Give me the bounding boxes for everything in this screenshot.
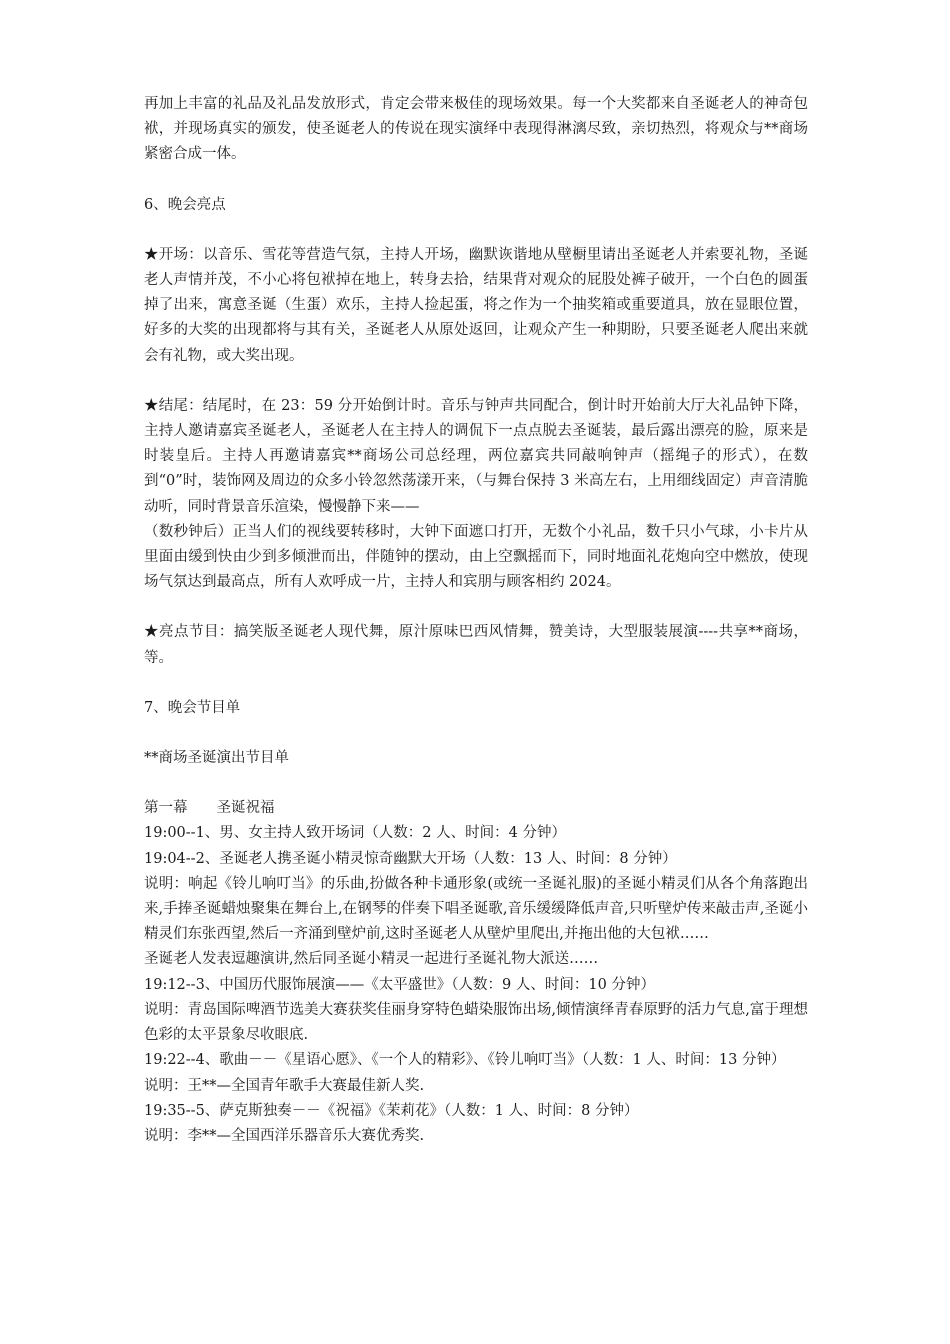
intro-paragraph: 再加上丰富的礼品及礼品发放形式，肯定会带来极佳的现场效果。每一个大奖都来自圣诞老人的神奇包袱，并现场真实的颁发，使圣诞老人的传说在现实演绎中表现得淋漓尽致，亲切热烈，将观众与**商场紧密合成一体。 bbox=[144, 96, 808, 163]
document-page bbox=[144, 92, 808, 1149]
program-line: 说明：王**—全国青年歌手大赛最佳新人奖. bbox=[144, 1077, 425, 1094]
program-line: 说明：青岛国际啤酒节选美大赛获奖佳丽身穿特色蜡染服饰出场,倾情演绎青春原野的活力气息,富于理想色彩的太平景象尽收眼底. bbox=[144, 1001, 808, 1044]
program-line: 19:12--3、中国历代服饰展演——《太平盛世》（人数：9 人、时间：10 分钟） bbox=[144, 976, 655, 993]
act-title: 第一幕 圣诞祝福 bbox=[144, 800, 275, 817]
program-line: 19:04--2、圣诞老人携圣诞小精灵惊奇幽默大开场（人数：13 人、时间：8 分钟） bbox=[144, 850, 677, 867]
ending-paragraph-continued: （数秒钟后）正当人们的视线要转移时，大钟下面遮口打开，无数个小礼品，数千只小气球，小卡片从里面由缓到快由少到多倾泄而出，伴随钟的摆动，由上空飘摇而下，同时地面礼花炮向空中燃放，使现场气氛达到最高点，所有人欢呼成一片，主持人和宾朋与顾客相约 2024。 bbox=[144, 523, 808, 591]
ending-paragraph: ★结尾：结尾时，在 23：59 分开始倒计时。音乐与钟声共同配合，倒计时开始前大厅大礼品钟下降，主持人邀请嘉宾圣诞老人，圣诞老人在主持人的调侃下一点点脱去圣诞装，最后露出漂亮的脸，原来是时装皇后。主持人再邀请嘉宾**商场公司总经理，两位嘉宾共同敲响钟声（摇绳子的形式），在数到“0”时，装饰网及周边的众多小铃忽然荡漾开来，（与舞台保持 3 米高左右，上用细线固定）声音清脆动听，同时背景音乐渲染，慢慢静下来—— bbox=[144, 397, 808, 515]
section-7-heading: 7、晚会节目单 bbox=[144, 699, 241, 716]
section-6-heading: 6、晚会亮点 bbox=[144, 196, 226, 213]
program-line: 19:00--1、男、女主持人致开场词（人数：2 人、时间：4 分钟） bbox=[144, 825, 566, 842]
program-title: **商场圣诞演出节目单 bbox=[144, 750, 289, 767]
program-line: 说明：李**—全国西洋乐器音乐大赛优秀奖. bbox=[144, 1127, 425, 1144]
opening-paragraph: ★开场：以音乐、雪花等营造气氛，主持人开场，幽默诙谐地从壁橱里请出圣诞老人并索要礼物，圣诞老人声情并茂，不小心将包袱掉在地上，转身去拾，结果背对观众的屁股处裤子破开，一个白色的圆蛋掉了出来，寓意圣诞（生蛋）欢乐，主持人捡起蛋，将之作为一个抽奖箱或重要道具，放在显眼位置，好多的大奖的出现都将与其有关，圣诞老人从原处返回，让观众产生一种期盼，只要圣诞老人爬出来就会有礼物，或大奖出现。 bbox=[144, 246, 808, 364]
program-line: 19:35--5、萨克斯独奏－－《祝福》《茉莉花》（人数：1 人、时间：8 分钟） bbox=[144, 1102, 639, 1119]
program-line: 19:22--4、歌曲－－《星语心愿》、《一个人的精彩》、《铃儿响叮当》（人数：1 人、时间：13 分钟） bbox=[144, 1052, 786, 1069]
program-line: 说明：响起《铃儿响叮当》的乐曲,扮做各种卡通形象(或统一圣诞礼服)的圣诞小精灵们从各个角落跑出来,手捧圣诞蜡烛聚集在舞台上,在钢琴的伴奏下唱圣诞歌,音乐缓缓降低声音,只听壁炉传来敲击声,圣诞小精灵们东张西望,然后一齐涌到壁炉前,这时圣诞老人从壁炉里爬出,并拖出他的大包袱…… bbox=[144, 875, 808, 943]
program-line: 圣诞老人发表逗趣演讲,然后同圣诞小精灵一起进行圣诞礼物大派送…… bbox=[144, 951, 599, 968]
highlight-paragraph: ★亮点节目：搞笑版圣诞老人现代舞，原汁原味巴西风情舞，赞美诗，大型服装展演----共享**商场，等。 bbox=[144, 624, 808, 666]
